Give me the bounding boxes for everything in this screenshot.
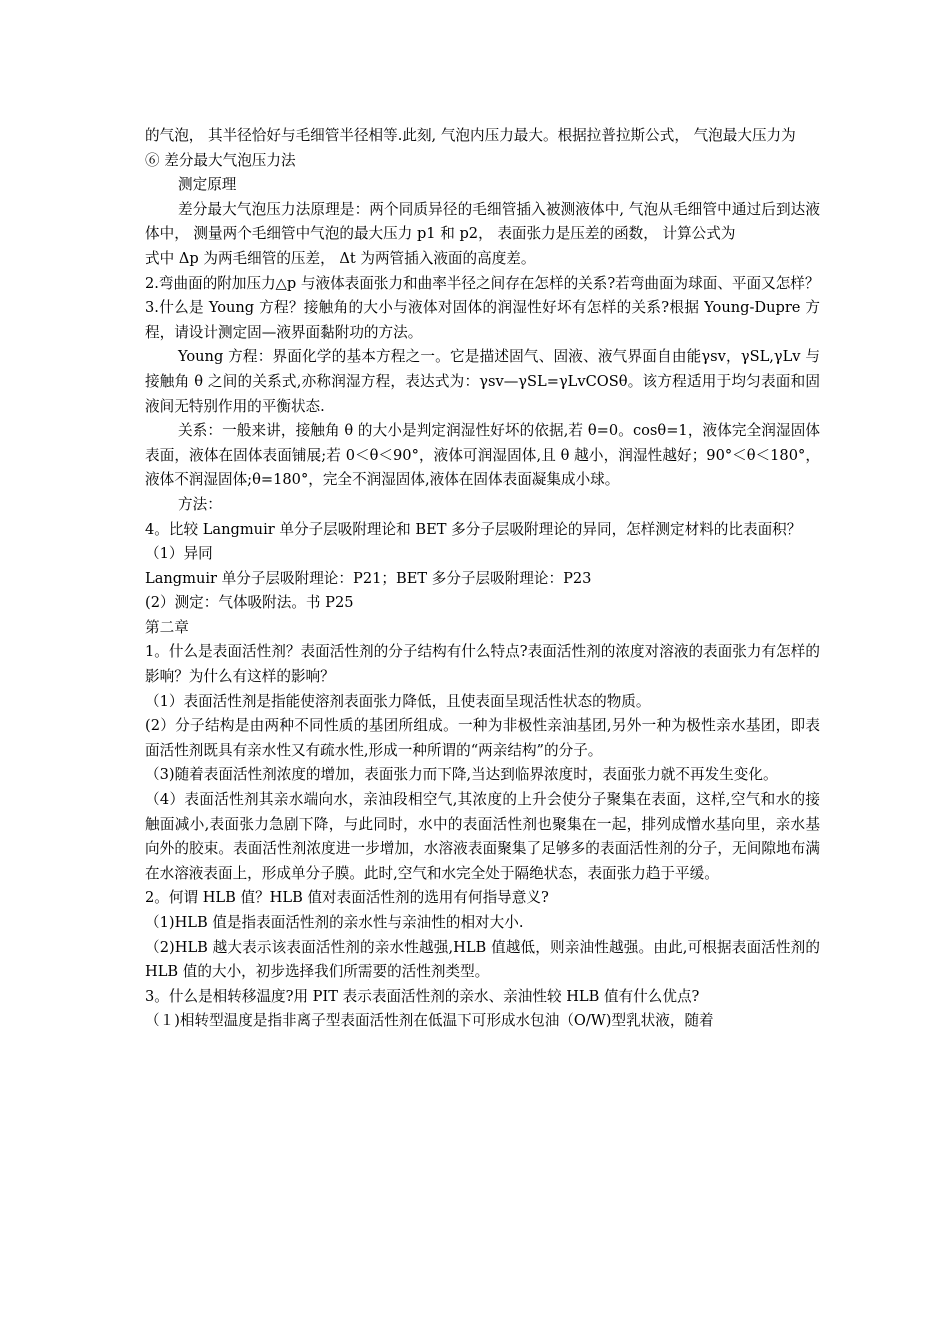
question-heading: 3。什么是相转移温度?用 PIT 表示表面活性剂的亲水、亲油性较 HLB 值有什么优点? xyxy=(145,987,700,1005)
question-heading: 1。什么是表面活性剂？表面活性剂的分子结构有什么特点?表面活性剂的浓度对溶液的表面张力有怎样的影响？为什么有这样的影响？ xyxy=(145,643,820,686)
paragraph: (2）测定：气体吸附法。书 P25 xyxy=(145,594,354,612)
paragraph: (2）分子结构是由两种不同性质的基团所组成。一种为非极性亲油基团,另外一种为极性亲水基团，即表面活性剂既具有亲水性又有疏水性,形成一种所谓的“两亲结构”的分子。 xyxy=(145,717,820,759)
paragraph: 式中 Δp 为两毛细管的压差， Δt 为两管插入液面的高度差。 xyxy=(145,249,536,267)
paragraph: 方法： xyxy=(178,495,222,513)
paragraph: 测定原理 xyxy=(178,176,237,194)
paragraph: （3)随着表面活性剂浓度的增加，表面张力而下降,当达到临界浓度时，表面张力就不再发生变化。 xyxy=(145,766,778,784)
paragraph: 差分最大气泡压力法原理是：两个同质异径的毛细管插入被测液体中, 气泡从毛细管中通过后到达液体中， 测量两个毛细管中气泡的最大压力 p1 和 p2， 表面张力是压差的函数， 计算公式为 xyxy=(145,200,820,243)
paragraph: （2)HLB 越大表示该表面活性剂的亲水性越强,HLB 值越低，则亲油性越强。由此,可根据表面活性剂的 HLB 值的大小，初步选择我们所需要的活性剂类型。 xyxy=(145,938,820,981)
paragraph: 的气泡， 其半径恰好与毛细管半径相等.此刻, 气泡内压力最大。根据拉普拉斯公式， 气泡最大压力为 xyxy=(145,127,796,144)
paragraph: （1）表面活性剂是指能使溶剂表面张力降低，且使表面呈现活性状态的物质。 xyxy=(145,692,651,710)
question-heading: 4。比较 Langmuir 单分子层吸附理论和 BET 多分子层吸附理论的异同，怎样测定材料的比表面积？ xyxy=(145,520,802,538)
question-heading: 3.什么是 Young 方程？接触角的大小与液体对固体的润湿性好坏有怎样的关系?根据 Young-Dupre 方程，请设计测定固—液界面黏附功的方法。 xyxy=(145,299,820,341)
paragraph: Young 方程：界面化学的基本方程之一。它是描述固气、固液、液气界面自由能γsv，γSL,γLv 与接触角 θ 之间的关系式,亦称润湿方程，表达式为：γsv—γSL=γLvCOSθ。该方程适用于均匀表面和固液间无特别作用的平衡状态. xyxy=(145,348,820,415)
paragraph: Langmuir 单分子层吸附理论：P21；BET 多分子层吸附理论：P23 xyxy=(145,569,592,587)
paragraph: 关系：一般来讲，接触角 θ 的大小是判定润湿性好坏的依据,若 θ=0。cosθ=1，液体完全润湿固体表面，液体在固体表面铺展;若 0＜θ＜90°，液体可润湿固体,且 θ 越小，润湿性越好；90°＜θ＜180°，液体不润湿固体;θ=180°，完全不润湿固体,液体在固体表面凝集成小球。 xyxy=(145,422,820,489)
question-heading: 2。何谓 HLB 值？HLB 值对表面活性剂的选用有何指导意义? xyxy=(145,889,549,907)
paragraph: （1）异同 xyxy=(145,545,213,563)
paragraph: （4）表面活性剂其亲水端向水，亲油段相空气,其浓度的上升会使分子聚集在表面，这样,空气和水的接触面减小,表面张力急剧下降，与此同时，水中的表面活性剂也聚集在一起，排列成憎水基向里，亲水基向外的胶束。表面活性剂浓度进一步增加，水溶液表面聚集了足够多的表面活性剂的分子，无间隙地布满在水溶液表面上，形成单分子膜。此时,空气和水完全处于隔绝状态，表面张力趋于平缓。 xyxy=(145,791,820,882)
paragraph: （1)HLB 值是指表面活性剂的亲水性与亲油性的相对大小. xyxy=(145,914,524,931)
document-body xyxy=(145,124,820,1034)
chapter-heading: 第二章 xyxy=(145,618,189,636)
paragraph: （１)相转型温度是指非离子型表面活性剂在低温下可形成水包油（O/W)型乳状液，随着 xyxy=(145,1012,714,1030)
paragraph: ⑥ 差分最大气泡压力法 xyxy=(145,151,296,169)
question-heading: 2.弯曲面的附加压力△p 与液体表面张力和曲率半径之间存在怎样的关系?若弯曲面为球面、平面又怎样？ xyxy=(145,274,820,292)
